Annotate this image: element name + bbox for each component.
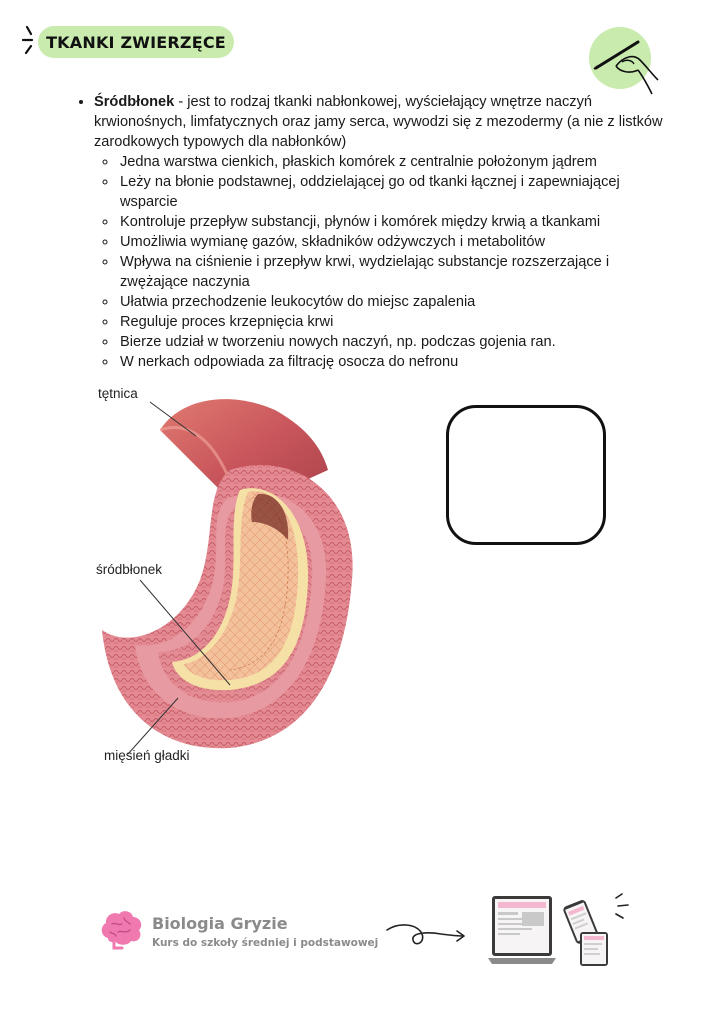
brand-tagline: Kurs do szkoły średniej i podstawowej bbox=[152, 937, 379, 949]
answer-box[interactable] bbox=[446, 405, 606, 545]
definition-item bbox=[94, 92, 672, 372]
list-item: ◦ Jedna warstwa cienkich, płaskich komórek z centralnie położonym jądrem bbox=[118, 152, 672, 172]
points-list bbox=[94, 152, 672, 372]
list-item: ◦ Ułatwia przechodzenie leukocytów do miejsc zapalenia bbox=[118, 292, 672, 312]
list-item: ◦ Reguluje proces krzepnięcia krwi bbox=[118, 312, 672, 332]
hand-writing-pen-icon bbox=[586, 26, 662, 98]
label-smooth-muscle: mięsień gładki bbox=[104, 748, 190, 763]
laptop-tablet-phone-icon bbox=[488, 890, 638, 970]
definition-text: - jest to rodzaj tkanki nabłonkowej, wyściełający wnętrze naczyń krwionośnych, limfatycznych oraz jamy serca, wywodzi się z mezodermy (a nie z listków zarodkowych typowych dla nabłonków) bbox=[94, 94, 663, 150]
label-endothelium: śródbłonek bbox=[96, 562, 163, 577]
page-title: TKANKI ZWIERZĘCE bbox=[38, 26, 234, 58]
list-item: ◦ Wpływa na ciśnienie i przepływ krwi, wydzielając substancje rozszerzające i zwężające naczynia bbox=[118, 252, 672, 292]
list-item: ◦ Bierze udział w tworzeniu nowych naczyń, np. podczas gojenia ran. bbox=[118, 332, 672, 352]
brand-name: Biologia Gryzie bbox=[152, 914, 288, 933]
list-item: ◦ W nerkach odpowiada za filtrację osocza do nefronu bbox=[118, 352, 672, 372]
term-label: Śródbłonek bbox=[94, 94, 175, 110]
curly-arrow-icon bbox=[385, 918, 469, 954]
list-item: ◦ Kontroluje przepływ substancji, płynów i komórek między krwią a tkankami bbox=[118, 212, 672, 232]
list-item: ◦ Leży na błonie podstawnej, oddzielającej go od tkanki łącznej i zapewniającej wsparcie bbox=[118, 172, 672, 212]
label-artery: tętnica bbox=[98, 386, 138, 401]
brain-icon bbox=[98, 908, 144, 952]
list-item: ◦ Umożliwia wymianę gazów, składników odżywczych i metabolitów bbox=[118, 232, 672, 252]
content-section bbox=[72, 92, 672, 372]
